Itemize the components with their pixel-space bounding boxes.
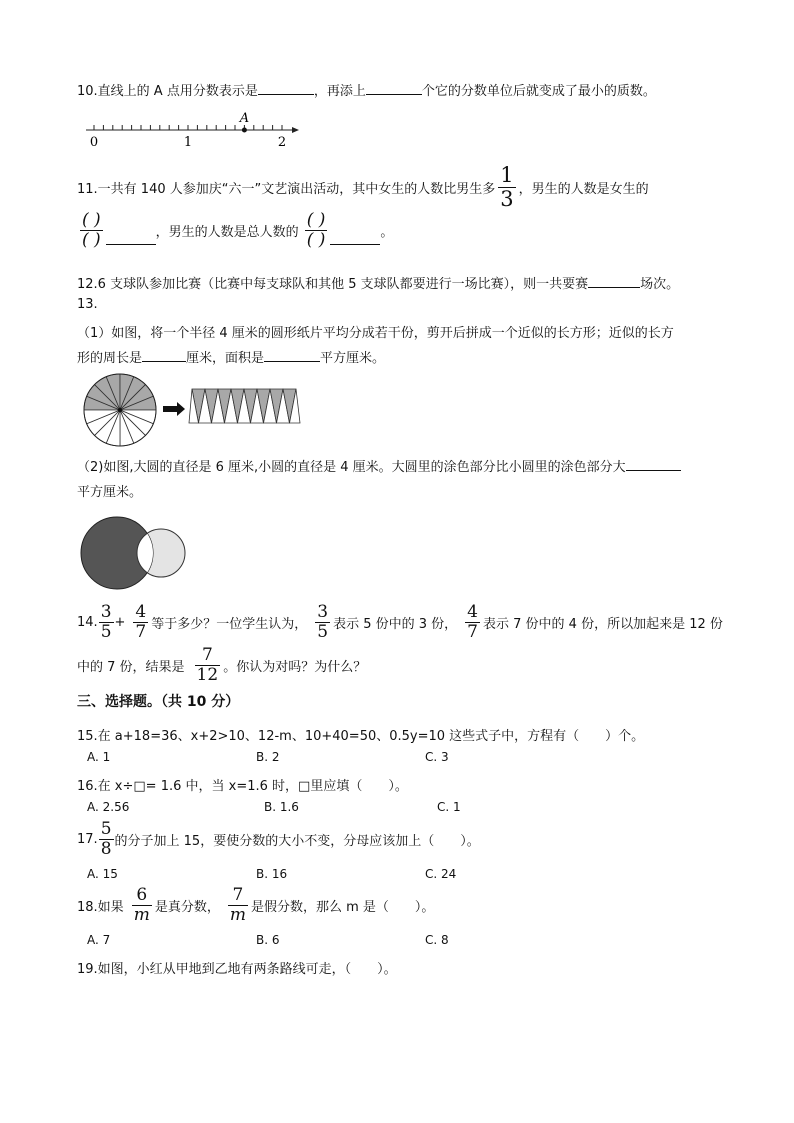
q12-end: 场次。	[640, 277, 680, 292]
q10-blank-1[interactable]	[258, 80, 314, 95]
axis-arrow-icon	[292, 127, 299, 133]
q16-option-a[interactable]: A. 2.56	[87, 800, 130, 814]
q14-text-2: 表示 5 份中的 3 份，	[333, 617, 458, 632]
q18-option-a[interactable]: A. 7	[87, 933, 111, 947]
q17-text: 的分子加上 15，要使分数的大小不变，分母应该加上（ ）。	[114, 834, 480, 849]
q13-text-a: 形的周长是	[77, 351, 143, 366]
q14-fraction-3-5: $\frac{3}{5}$	[100, 602, 112, 642]
axis-tick-label: 2	[277, 135, 287, 150]
q14-number: 14.	[77, 615, 98, 630]
q18-text-1: 是真分数，	[154, 900, 220, 915]
q13-part2-text: （2)如图,大圆的直径是 6 厘米,小圆的直径是 4 厘米。大圆里的涂色部分比小圆里的涂色部分大	[77, 460, 626, 475]
point-a-marker	[242, 128, 247, 133]
q18-prefix: 18.如果	[77, 900, 124, 915]
q17-number: 17.	[77, 832, 98, 847]
q11-paren-fraction-1[interactable]: $\frac{( )}{( )}$	[82, 210, 101, 250]
approx-rectangle-figure	[190, 388, 302, 424]
q16-option-c[interactable]: C. 1	[437, 800, 461, 814]
q14-fraction-4-7: $\frac{4}{7}$	[135, 602, 147, 642]
point-a-label: A	[239, 111, 250, 126]
q18-text-2: 是假分数，那么 m 是（ ）。	[250, 900, 435, 915]
q13-text-c: 平方厘米。	[320, 351, 386, 366]
q13-part1-line1: （1）如图，将一个半径 4 厘米的圆形纸片平均分成若干份，剪开后拼成一个近似的长方形；近似的长方	[77, 326, 674, 341]
q14-fraction-4-7-b: $\frac{4}{7}$	[467, 602, 478, 642]
q14-text-5: 。你认为对吗？为什么？	[223, 660, 367, 675]
q11-text: 11.一共有 140 人参加庆“六一”文艺演出活动，其中女生的人数比男生多	[77, 182, 496, 197]
q14-text-4: 中的 7 份，结果是	[77, 660, 185, 675]
circle-sector-figure	[82, 372, 162, 448]
q11-blank-2[interactable]	[330, 230, 380, 245]
q13-blank-1[interactable]	[142, 347, 186, 362]
q10-prefix: 10.直线上的 A 点用分数表示是	[77, 84, 258, 99]
question-18	[77, 887, 434, 924]
q11-text-end: ，男生的人数是女生的	[518, 182, 649, 197]
q14-text-3: 表示 7 份中的 4 份，所以加起来是 12 份	[483, 617, 723, 632]
q14-fraction-7-12: $\frac{7}{12}$	[196, 645, 219, 685]
question-19: 19.如图，小红从甲地到乙地有两条路线可走，（ ）。	[77, 962, 397, 977]
question-11	[77, 165, 649, 210]
axis-tick-label: 0	[89, 135, 99, 150]
q14-fraction-3-5-b: $\frac{3}{5}$	[317, 602, 329, 642]
two-circles-figure	[80, 515, 190, 595]
question-12	[77, 273, 679, 292]
q18-fraction-6-m: $\frac{6}{m}$	[133, 885, 150, 925]
q18-option-b[interactable]: B. 6	[256, 933, 280, 947]
q13-part1-line2	[77, 347, 385, 366]
q11-mid: ，男生的人数是总人数的	[155, 225, 299, 240]
question-16: 16.在 x÷□= 1.6 中，当 x=1.6 时，□里应填（ ）。	[77, 779, 408, 794]
q18-fraction-7-m: $\frac{7}{m}$	[229, 885, 246, 925]
section-3-title: 三、选择题。（共 10 分）	[77, 694, 240, 710]
q17-option-a[interactable]: A. 15	[87, 867, 118, 881]
q10-suffix: 个它的分数单位后就变成了最小的质数。	[421, 84, 656, 99]
q15-option-a[interactable]: A. 1	[87, 750, 111, 764]
q17-fraction-5-8: $\frac{5}{8}$	[100, 819, 112, 859]
q13-blank-2[interactable]	[264, 347, 320, 362]
q13-blank-3[interactable]	[626, 456, 681, 471]
number-line	[86, 110, 306, 155]
arrow-icon	[163, 402, 187, 416]
q15-option-b[interactable]: B. 2	[256, 750, 280, 764]
question-17	[77, 821, 480, 858]
q16-option-b[interactable]: B. 1.6	[264, 800, 299, 814]
q11-blank-1[interactable]	[106, 230, 156, 245]
q12-blank[interactable]	[588, 273, 640, 288]
pie-center	[118, 408, 122, 412]
q18-option-c[interactable]: C. 8	[425, 933, 449, 947]
q10-mid: ，再添上	[313, 84, 366, 99]
question-14-line2	[77, 647, 366, 684]
q14-plus: +	[114, 615, 126, 630]
q15-option-c[interactable]: C. 3	[425, 750, 449, 764]
q17-option-b[interactable]: B. 16	[256, 867, 288, 881]
q14-text-1: 等于多少？一位学生认为，	[151, 617, 308, 632]
q11-end: 。	[380, 225, 394, 240]
q12-text: 12.6 支球队参加比赛（比赛中每支球队和其他 5 支球队都要进行一场比赛），则一共要赛	[77, 277, 589, 292]
q17-option-c[interactable]: C. 24	[425, 867, 457, 881]
question-15: 15.在 a+18=36、x+2>10、12-m、10+40=50、0.5y=10 这些式子中，方程有（ ）个。	[77, 729, 645, 744]
q13-text-b: 厘米，面积是	[186, 351, 265, 366]
q11-fraction: $\frac{1}{3}$	[500, 163, 514, 211]
axis-tick-label: 1	[183, 135, 193, 150]
q13-part2-line2: 平方厘米。	[77, 485, 143, 500]
q13-number: 13.	[77, 297, 98, 312]
question-14	[77, 604, 723, 641]
question-10	[77, 80, 656, 99]
question-11-line2	[77, 212, 393, 249]
q10-blank-2[interactable]	[366, 80, 422, 95]
q11-paren-fraction-2[interactable]: $\frac{( )}{( )}$	[306, 210, 326, 250]
q13-part2-line1	[77, 456, 681, 475]
